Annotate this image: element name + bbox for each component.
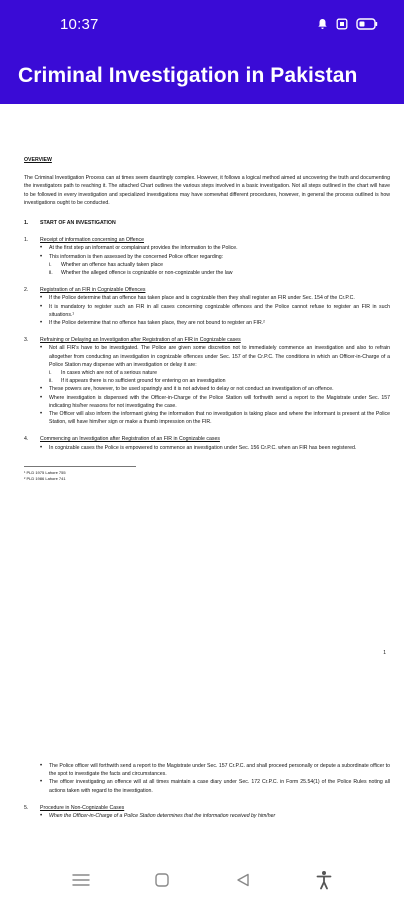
overview-heading: OVERVIEW: [24, 157, 52, 163]
item-number: 4.: [24, 436, 29, 443]
sim-icon: [336, 18, 348, 30]
document-page-1: [24, 156, 390, 482]
bullet-item: • Not all FIR's have to be investigated. The Police are given some discretion not to immediately commence an investigation and also to refrain altogether from conducting an investigation in cognizable offences under Sec. 157 of the Cr.P.C. The conditions in which an Officer-in-Charge of a Police Station may dispense with an investigation or delay it are:: [40, 344, 390, 369]
doc-item-5: [24, 804, 390, 820]
item-number: 5.: [24, 804, 29, 811]
bullet-item: • The Police officer will forthwith send a report to the Magistrate under Sec. 157 Cr.P.C. and shall proceed personally or depute a subordinate officer to the spot to investigate the facts and circumstances.: [40, 762, 390, 778]
item-title: [24, 336, 390, 344]
item-title-text: Receipt of information concerning an Offence: [40, 237, 145, 244]
bullet-list: [40, 444, 390, 452]
roman-numeral: ii.: [49, 270, 53, 277]
bullet-list: [40, 244, 390, 260]
bullet-item: • In cognizable cases the Police is empowered to commence an investigation under Sec. 156 Cr.P.C. when an FIR has been registered.: [40, 444, 390, 452]
bullet-list: [40, 812, 390, 820]
bullet-item: • If the Police determine that an offence has taken place and is cognizable then they shall register an FIR under Sec. 154 of the Cr.P.C.: [40, 294, 390, 302]
menu-button[interactable]: [61, 865, 101, 895]
accessibility-button[interactable]: [304, 865, 344, 895]
document-viewer[interactable]: [0, 104, 404, 859]
roman-item: [49, 261, 390, 269]
item-title-text: Procedure in Non-Cognizable Cases: [40, 804, 125, 811]
item-title: [24, 435, 390, 443]
doc-item-4: [24, 435, 390, 451]
bullet-item: • The Officer will also inform the informant giving the information that no investigation is taking place and where the informant is present at the Police Station, will have him/her sign or make a thumb impression on the FIR.: [40, 410, 390, 426]
doc-item-3: [24, 336, 390, 426]
status-icons: [317, 18, 378, 30]
roman-list: [49, 261, 390, 277]
roman-item: [49, 369, 390, 377]
section-number: 1.: [24, 220, 29, 227]
status-time: 10:37: [60, 15, 99, 33]
footnote: ¹ PLD 1975 Lahore 755: [24, 469, 66, 475]
document-page-2: [24, 762, 390, 829]
bullet-item: • If the Police determine that no offence has taken place, they are not bound to register an FIR.²: [40, 319, 390, 327]
item-number: 1.: [24, 237, 29, 244]
item-title: [24, 236, 390, 244]
item-number: 3.: [24, 337, 29, 344]
roman-text: Whether an offence has actually taken place: [61, 261, 163, 268]
back-icon: [235, 872, 251, 888]
back-button[interactable]: [223, 865, 263, 895]
roman-numeral: ii.: [49, 378, 53, 385]
system-nav-bar: [0, 859, 404, 900]
doc-item-2: [24, 286, 390, 327]
bullet-item: • This information is then assessed by the concerned Police officer regarding:: [40, 253, 390, 261]
notification-icon: [317, 18, 328, 30]
section-heading: [24, 219, 390, 227]
item-title-text: Registration of an FIR in Cognizable Offences: [40, 287, 146, 294]
status-bar: [0, 0, 404, 48]
bullet-list: [40, 762, 390, 795]
bullet-list: [40, 385, 390, 426]
bullet-item: • The officer investigating an offence will at all times maintain a case diary under Sec. 172 Cr.P.C. in Form 25.54(1) of the Police Rules noting all actions taken with regard to the investigation.: [40, 778, 390, 794]
bullet-item: • Where investigation is dispensed with the Officer-in-Charge of the Police Station will forthwith send a report to the Magistrate under Sec. 157 indicating his/her reasons for not investigating the case.: [40, 394, 390, 410]
doc-item-1: [24, 236, 390, 277]
menu-icon: [72, 873, 90, 887]
page-title: Criminal Investigation in Pakistan: [18, 64, 358, 87]
item-title-text: Commencing an Investigation after Registration of an FIR in Cognizable cases: [40, 436, 220, 443]
bullet-list: [40, 344, 390, 369]
accessibility-icon: [316, 870, 332, 890]
item-title: [24, 286, 390, 294]
item-title-text: Refraining or Delaying an Investigation after Registration of an FIR in Cognizable cases: [40, 337, 241, 344]
app-bar: [0, 48, 404, 104]
roman-text: In cases which are not of a serious nature: [61, 370, 158, 377]
bullet-item: • It is mandatory to register such an FIR in all cases concerning cognizable offences and the Police cannot refuse to register an FIR in such situations.¹: [40, 303, 390, 319]
battery-icon: [356, 18, 378, 30]
overview-paragraph: The Criminal Investigation Process can at times seem dauntingly complex. However, it follows a logical method aimed at uncovering the truth and documenting the investigators path to reaching it. The attached Chart outlines the various steps involved in a basic investigation. Not all steps outlined in the chart will have to be followed in every investigation and specialized investigations may have somewhat different procedures, however, in general the process outlined is how investigations ought to be conducted.: [24, 175, 390, 206]
roman-item: [49, 269, 390, 277]
home-button[interactable]: [142, 865, 182, 895]
bullet-list: [40, 294, 390, 327]
roman-text: Whether the alleged offence is cognizable or non-cognizable under the law: [61, 270, 233, 277]
section-title: START OF AN INVESTIGATION: [40, 220, 116, 227]
roman-numeral: i.: [49, 261, 52, 268]
page-number: 1: [383, 650, 386, 656]
roman-item: [49, 377, 390, 385]
item-number: 2.: [24, 287, 29, 294]
roman-numeral: i.: [49, 370, 52, 377]
bullet-item: • When the Officer-in-Charge of a Police Station determines that the information received by him/her: [40, 812, 390, 820]
bullet-item: • At the first step an informant or complainant provides the information to the Police.: [40, 244, 390, 252]
roman-text: If it appears there is no sufficient ground for entering on an investigation: [61, 378, 226, 385]
footnote-divider: [24, 466, 136, 467]
home-icon: [154, 872, 170, 888]
roman-list: [49, 369, 390, 385]
item-title: [24, 804, 390, 812]
footnote: ² PLD 1986 Lahore 741: [24, 475, 66, 481]
bullet-item: • These powers are, however, to be used sparingly and it is not advised to delay or not conduct an investigation of an offence.: [40, 385, 390, 393]
